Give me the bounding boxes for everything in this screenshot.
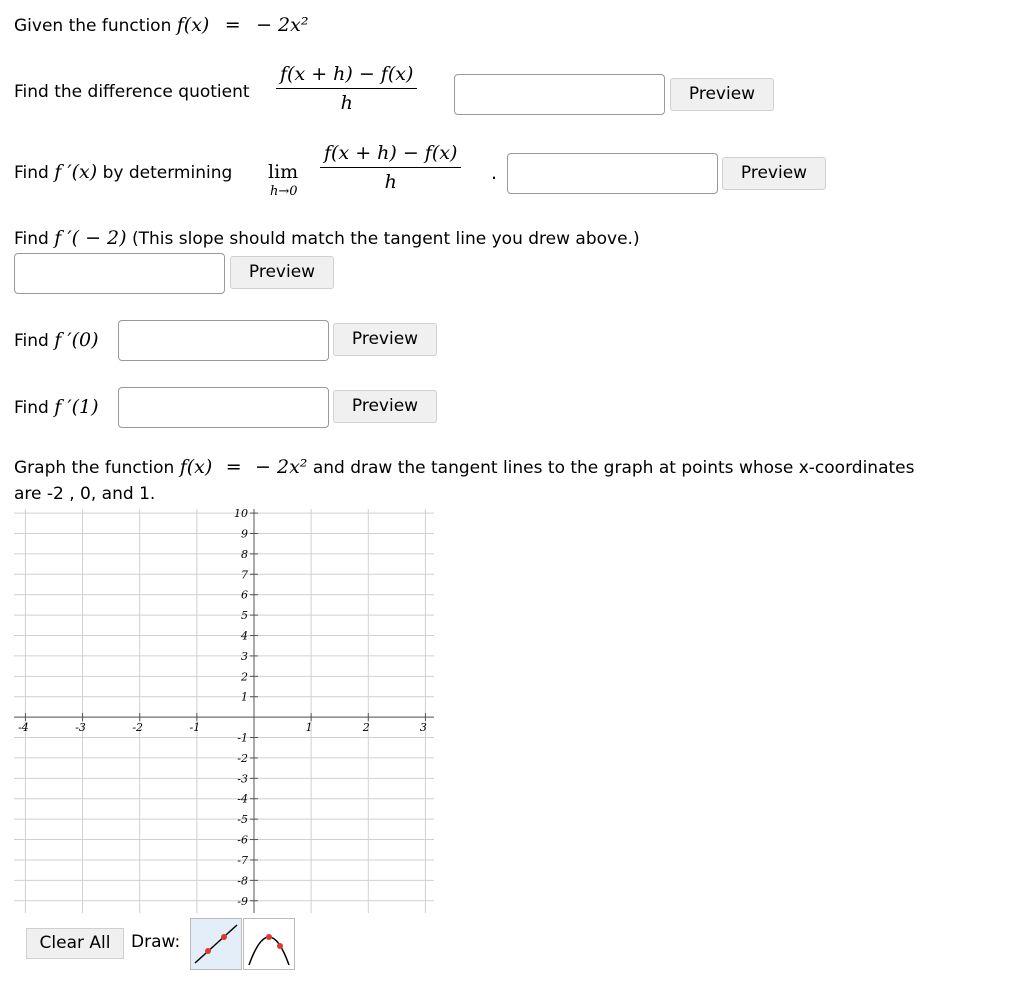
difference-quotient-input[interactable] [454,74,665,115]
graph-instruction: Graph the function f(x) = − 2x² and draw the tangent lines to the graph at points whose x-coordinates [14,456,915,478]
y-tick-label: 7 [241,568,248,582]
y-tick-label: -9 [237,894,248,908]
x-tick-label: 3 [419,721,427,735]
limit-operator: lim [268,161,299,183]
graphing-canvas[interactable] [14,509,434,913]
x-tick-label: -2 [132,721,144,735]
y-tick-label: 9 [241,527,248,541]
slope-at-1-label: Find f ′(1) [14,396,99,418]
difference-quotient-preview-button[interactable]: Preview [670,78,774,111]
slope-at-0-preview-button[interactable]: Preview [333,323,437,356]
y-tick-label: -4 [237,792,248,806]
function-lhs: f(x) [176,14,210,36]
y-tick-label: 10 [234,509,248,521]
y-tick-label: 8 [241,547,248,561]
x-tick-label: -1 [189,721,201,735]
y-tick-label: -5 [237,813,248,827]
limit-subscript: h→0 [270,184,298,199]
graph-axes [14,509,434,913]
y-tick-label: -2 [237,751,248,765]
draw-label: Draw: [131,932,181,952]
difference-quotient-label: Find the difference quotient [14,82,250,102]
derivative-limit-label: Find f ′(x) by determining [14,161,233,183]
slope-at-1-input[interactable] [118,387,329,428]
y-tick-label: -8 [237,874,248,888]
graph-tick-labels [18,509,427,908]
y-tick-label: -3 [237,772,248,786]
y-tick-label: 2 [241,670,248,684]
difference-quotient-fraction: $\frac{f(x + h) - f(x)}{h}$ [276,63,417,114]
derivative-input[interactable] [507,153,718,194]
x-tick-label: 2 [362,721,370,735]
parabola-tool-icon[interactable] [243,918,295,970]
function-statement: Given the function f(x) = − 2x² [14,14,309,36]
y-tick-label: 1 [241,690,248,704]
x-tick-label: -4 [18,721,29,735]
y-tick-label: -6 [237,833,248,847]
y-tick-label: -1 [237,731,248,745]
y-tick-label: 5 [241,609,248,623]
derivative-preview-button[interactable]: Preview [722,157,826,190]
line-tool-icon[interactable] [190,918,242,970]
x-tick-label: -3 [75,721,86,735]
y-tick-label: 4 [241,629,248,643]
clear-all-button[interactable]: Clear All [26,928,124,959]
slope-at-1-preview-button[interactable]: Preview [333,390,437,423]
y-tick-label: -7 [237,853,248,867]
slope-at-neg2-input[interactable] [14,253,225,294]
slope-at-neg2-preview-button[interactable]: Preview [230,256,334,289]
slope-at-0-input[interactable] [118,320,329,361]
function-rhs: − 2x² [256,14,309,36]
x-tick-label: 1 [305,721,313,735]
graph-grid [14,509,434,913]
slope-at-0-label: Find f ′(0) [14,329,99,351]
y-tick-label: 6 [241,588,248,602]
derivative-limit-fraction: $\frac{f(x + h) - f(x)}{h}$ [320,142,461,193]
slope-at-neg2-label: Find f ′( − 2) (This slope should match the tangent line you drew above.) [14,227,640,249]
y-tick-label: 3 [241,649,248,663]
graph-instruction-line2: are -2 , 0, and 1. [14,484,156,504]
